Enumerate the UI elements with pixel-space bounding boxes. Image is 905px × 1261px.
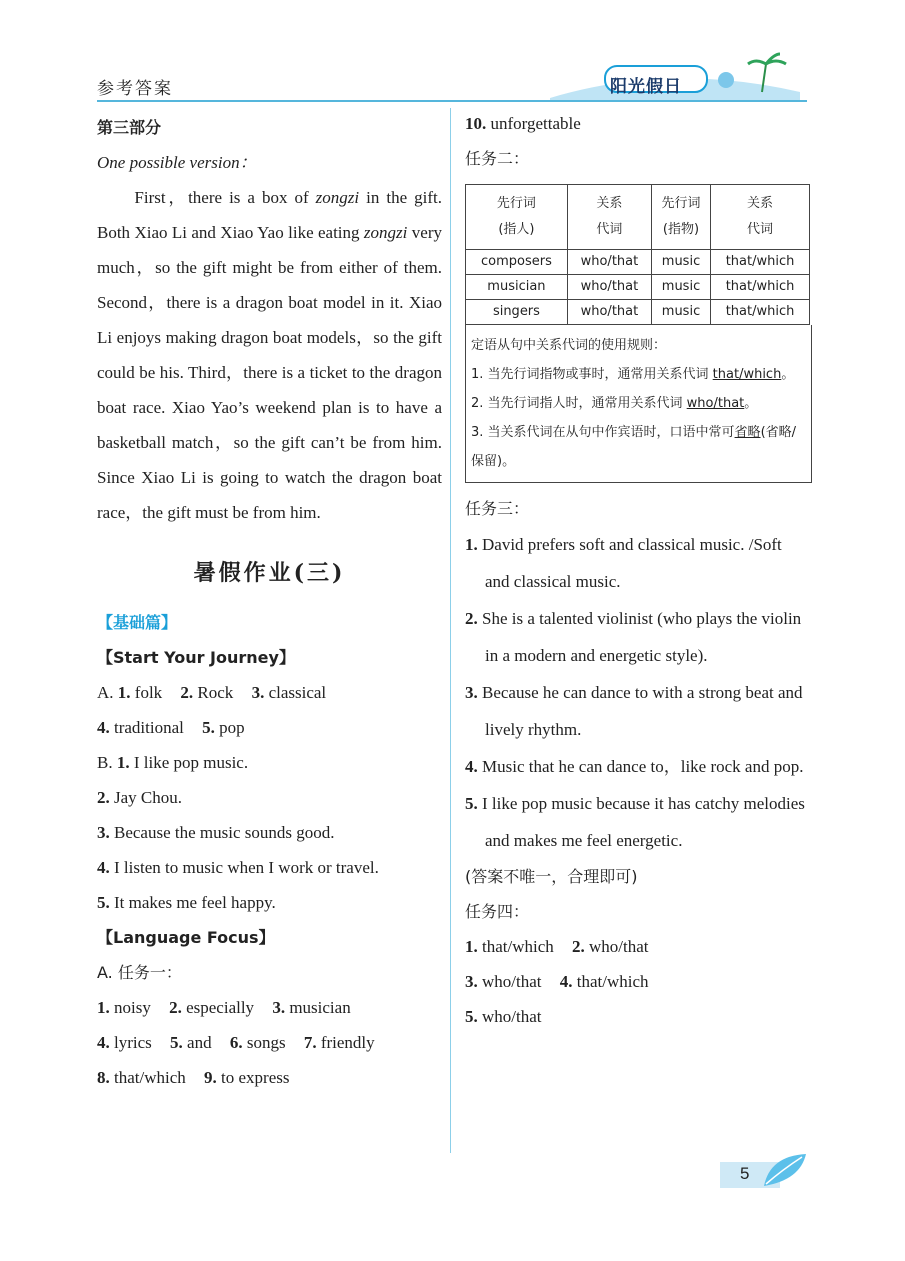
- essay-zongzi: zongzi: [315, 188, 360, 207]
- answer-text: who/that: [482, 1007, 542, 1026]
- answer-number: 3.: [251, 683, 265, 702]
- answer-line: [465, 785, 810, 859]
- essay-text: very much，so the gift might be from either of them. Second，there is a dragon boat model in it. Xiao Li enjoys making dragon boat models，so the gift could be his. Third，there is a ticket to the dragon boat race. Xiao Yao’s weekend plan is to have a basketball match，so the gift can’t be from him. Since Xiao Li is going to watch the dragon boat race，the gift must be from him.: [97, 223, 442, 522]
- rule-answer: who/that: [686, 396, 745, 411]
- answer-text: pop: [219, 718, 245, 737]
- answer-line: [465, 526, 810, 600]
- leaf-icon: [760, 1150, 810, 1190]
- table-header-cell: 关系 代词: [711, 185, 810, 250]
- language-focus-tag: 【Language Focus】: [97, 928, 275, 947]
- answer-text: to express: [221, 1068, 290, 1087]
- answer-number: 2.: [180, 683, 194, 702]
- rules-box: [465, 325, 812, 483]
- answer-number: 4.: [97, 718, 110, 737]
- table-cell: who/that: [567, 275, 651, 300]
- answer-text: Because the music sounds good.: [114, 823, 335, 842]
- answer-text: folk: [134, 683, 163, 702]
- table-header-cell: 关系 代词: [567, 185, 651, 250]
- answer-line: [465, 106, 810, 141]
- essay-text: in the gift. Both Xiao Li and Xiao Yao like eating: [97, 188, 442, 242]
- answer-text: especially: [186, 998, 255, 1017]
- rule-2: 2. 当先行词指人时，通常用关系代词 who/that。: [471, 396, 758, 411]
- answer-line: [97, 815, 442, 850]
- rule-1: 1. 当先行词指物或事时，通常用关系代词 that/which。: [471, 367, 795, 382]
- header-title: 参考答案: [97, 79, 173, 99]
- answer-number: 4.: [465, 757, 478, 776]
- relative-pronoun-table: [465, 184, 810, 325]
- rules-title: 定语从句中关系代词的使用规则：: [471, 338, 667, 353]
- answer-number: 5.: [465, 1007, 478, 1026]
- answer-number: 1.: [117, 683, 131, 702]
- part3-title: 第三部分: [97, 118, 162, 137]
- answer-text: lyrics: [114, 1033, 152, 1052]
- answer-number: 1.: [116, 753, 130, 772]
- task3-note: (答案不唯一，合理即可): [465, 867, 638, 886]
- answer-text: Music that he can dance to，like rock and pop.: [482, 757, 804, 776]
- right-column: [465, 106, 810, 1034]
- answer-line: [97, 675, 442, 710]
- answer-line: [97, 885, 442, 920]
- answer-line: [465, 674, 810, 748]
- answer-line: [97, 710, 442, 745]
- answer-number: 8.: [97, 1068, 110, 1087]
- answer-number: 5.: [465, 794, 478, 813]
- table-cell: that/which: [711, 275, 810, 300]
- answer-text: musician: [289, 998, 351, 1017]
- answer-line: [97, 780, 442, 815]
- column-divider: [450, 108, 451, 1153]
- header-rule: [97, 100, 807, 102]
- rule-answer: 省略: [734, 425, 761, 440]
- task2-label: 任务二：: [465, 149, 530, 168]
- table-cell: music: [651, 250, 710, 275]
- answer-line: [465, 964, 810, 999]
- answer-text: unforgettable: [490, 114, 581, 133]
- rule-answer: that/which: [712, 367, 782, 382]
- answer-number: 1.: [97, 998, 110, 1017]
- answer-text: Because he can dance to with a strong beat and lively rhythm.: [482, 683, 803, 739]
- table-header-row: [466, 185, 810, 250]
- answer-number: 4.: [97, 1033, 110, 1052]
- answer-text: traditional: [114, 718, 184, 737]
- answer-text: who/that: [482, 972, 542, 991]
- rule-3: 3. 当关系代词在从句中作宾语时，口语中常可省略(省略/保留)。: [471, 425, 797, 469]
- answer-number: 2.: [572, 937, 585, 956]
- table-header-cell: 先行词 (指人): [466, 185, 568, 250]
- basic-section-tag: 【基础篇】: [97, 613, 178, 632]
- answer-number: 2.: [97, 788, 110, 807]
- answer-number: 2.: [465, 609, 478, 628]
- table-cell: that/which: [711, 250, 810, 275]
- answer-number: 4.: [97, 858, 110, 877]
- table-row: [466, 250, 810, 275]
- table-cell: who/that: [567, 300, 651, 325]
- answer-text: I like pop music.: [133, 753, 249, 772]
- answer-line: [97, 745, 442, 780]
- table-row: [466, 275, 810, 300]
- answer-text: It makes me feel happy.: [114, 893, 276, 912]
- task3-label: 任务三：: [465, 499, 530, 518]
- table-cell: music: [651, 275, 710, 300]
- task4-label: 任务四：: [465, 902, 530, 921]
- answer-line: [465, 600, 810, 674]
- header-banner-text: 阳光假日: [610, 77, 682, 97]
- answer-number: 5.: [170, 1033, 183, 1052]
- table-cell: composers: [466, 250, 568, 275]
- answer-text: She is a talented violinist (who plays the violin in a modern and energetic style).: [482, 609, 802, 665]
- essay: [97, 180, 442, 530]
- start-journey-tag: 【Start Your Journey】: [97, 648, 295, 667]
- table-header-cell: 先行词 (指物): [651, 185, 710, 250]
- answer-text: that/which: [114, 1068, 186, 1087]
- answer-text: songs: [246, 1033, 286, 1052]
- answer-number: 9.: [204, 1068, 217, 1087]
- answer-number: 3.: [465, 683, 478, 702]
- task1-label: A. 任务一：: [97, 963, 182, 982]
- answer-text: classical: [268, 683, 327, 702]
- part-label: A.: [97, 683, 114, 702]
- table-cell: music: [651, 300, 710, 325]
- answer-number: 5.: [202, 718, 215, 737]
- table-cell: that/which: [711, 300, 810, 325]
- part-label: B.: [97, 753, 113, 772]
- essay-text: First，there is a box of: [134, 188, 316, 207]
- table-cell: who/that: [567, 250, 651, 275]
- answer-line: [97, 1060, 442, 1095]
- answer-number: 7.: [303, 1033, 317, 1052]
- answer-text: David prefers soft and classical music. /Soft and classical music.: [482, 535, 782, 591]
- table-cell: musician: [466, 275, 568, 300]
- possible-version-label: One possible version：: [97, 153, 257, 172]
- answer-text: I like pop music because it has catchy melodies and makes me feel energetic.: [482, 794, 805, 850]
- answer-text: that/which: [576, 972, 649, 991]
- answer-line: [465, 929, 810, 964]
- answer-number: 4.: [559, 972, 573, 991]
- answer-number: 3.: [465, 972, 478, 991]
- answer-number: 6.: [229, 1033, 243, 1052]
- answer-text: who/that: [589, 937, 649, 956]
- answer-text: Jay Chou.: [114, 788, 182, 807]
- table-row: [466, 300, 810, 325]
- homework-title: 暑假作业(三): [193, 560, 346, 586]
- answer-number: 3.: [272, 998, 286, 1017]
- answer-number: 3.: [97, 823, 110, 842]
- table-cell: singers: [466, 300, 568, 325]
- answer-text: I listen to music when I work or travel.: [114, 858, 379, 877]
- answer-text: and: [187, 1033, 212, 1052]
- answer-number: 10.: [465, 114, 487, 133]
- answer-number: 1.: [465, 937, 478, 956]
- left-column: [97, 110, 442, 1095]
- page-number: 5: [740, 1164, 750, 1183]
- answer-number: 5.: [97, 893, 110, 912]
- answer-line: [465, 999, 810, 1034]
- answer-text: Rock: [197, 683, 234, 702]
- answer-line: [97, 850, 442, 885]
- answer-number: 2.: [169, 998, 182, 1017]
- answer-line: [97, 990, 442, 1025]
- essay-zongzi: zongzi: [363, 223, 408, 242]
- answer-text: that/which: [482, 937, 554, 956]
- answer-text: friendly: [320, 1033, 375, 1052]
- answer-line: [97, 1025, 442, 1060]
- answer-line: [465, 748, 810, 785]
- answer-text: noisy: [114, 998, 151, 1017]
- answer-number: 1.: [465, 535, 478, 554]
